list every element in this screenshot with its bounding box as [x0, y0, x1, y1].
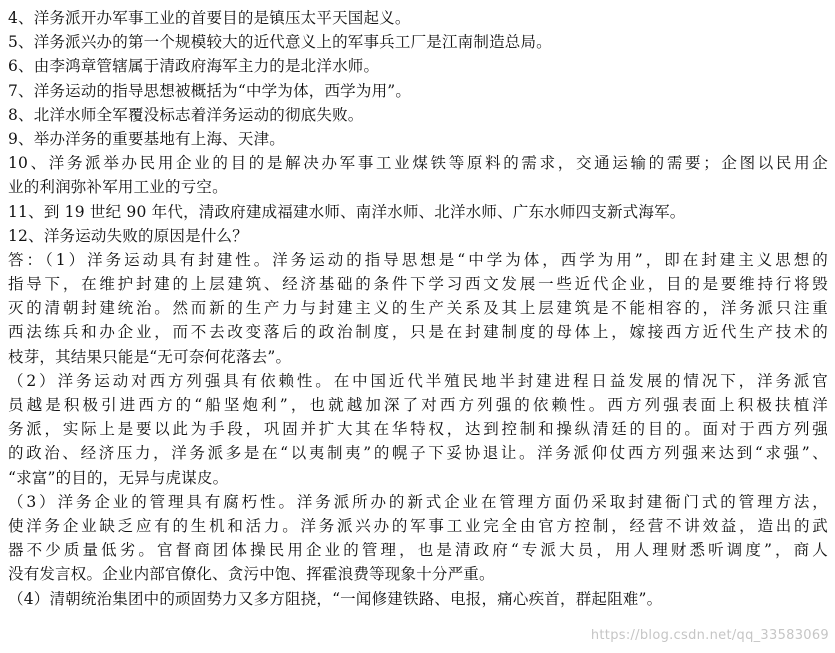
document-body	[8, 6, 828, 611]
text-line: 5、洋务派兴办的第一个规模较大的近代意义上的军事兵工厂是江南制造总局。	[8, 33, 552, 52]
text-line: 7、洋务运动的指导思想被概括为“中学为体，西学为用”。	[8, 81, 412, 100]
text-line: 4、洋务派开办军事工业的首要目的是镇压太平天国起义。	[8, 9, 411, 27]
text-line: 指导下，在维护封建的上层建筑、经济基础的条件下学习西文发展一些近代企业，目的是要维持行将毁	[8, 275, 828, 294]
text-line: 6、由李鸿章管辖属于清政府海军主力的是北洋水师。	[8, 57, 380, 76]
text-line: 西法练兵和办企业，而不去改变落后的政治制度，只是在封建制度的母体上，嫁接西方近代生产技术的	[8, 323, 828, 342]
text-line: 使洋务企业缺乏应有的生机和活力。洋务派兴办的军事工业完全由官方控制，经营不讲效益，造出的武	[8, 516, 828, 535]
text-line: 枝芽，其结果只能是“无可奈何花落去”。	[8, 347, 292, 366]
text-line: （2）洋务运动对西方列强具有依赖性。在中国近代半殖民地半封建进程日益发展的情况下，洋务派官	[8, 371, 828, 390]
text-line: 没有发言权。企业内部官僚化、贪污中饱、挥霍浪费等现象十分严重。	[8, 565, 495, 584]
text-line: 10、洋务派举办民用企业的目的是解决办军事工业煤铁等原料的需求，交通运输的需要；企图以民用企	[8, 154, 828, 173]
text-line: “求富”的目的，无异与虎谋皮。	[8, 468, 229, 487]
text-line: 器不少质量低劣。官督商团体操民用企业的管理，也是清政府“专派大员，用人理财悉听调度”，商人	[8, 541, 828, 560]
text-line: （3）洋务企业的管理具有腐朽性。洋务派所办的新式企业在管理方面仍采取封建衙门式的管理方法，	[8, 492, 828, 511]
text-line: 务派，实际上是要以此为手段，巩固并扩大其在华特权，达到控制和操纵清廷的目的。面对于西方列强	[8, 420, 828, 439]
text-line: 12、洋务运动失败的原因是什么？	[8, 226, 248, 245]
text-line: 8、北洋水师全军覆没标志着洋务运动的彻底失败。	[8, 105, 364, 124]
text-line: 9、举办洋务的重要基地有上海、天津。	[8, 129, 285, 148]
text-line: 业的利润弥补军用工业的亏空。	[8, 178, 228, 197]
text-line: 的政治、经济压力，洋务派多是在“以夷制夷”的幌子下妥协退让。洋务派仰仗西方列强来达到“求强”、	[8, 444, 828, 463]
text-line: 员越是积极引进西方的“船坚炮利”，也就越加深了对西方列强的依赖性。西方列强表面上积极扶植洋	[8, 396, 828, 414]
text-line: 答：（1）洋务运动具有封建性。洋务运动的指导思想是“中学为体，西学为用”，即在封建主义思想的	[8, 250, 828, 269]
text-line: （4）清朝统治集团中的顽固势力又多方阻挠，“一闻修建铁路、电报，痛心疾首，群起阻难”。	[8, 589, 663, 608]
text-line: 11、到 19 世纪 90 年代，清政府建成福建水师、南洋水师、北洋水师、广东水师四支新式海军。	[8, 202, 686, 221]
watermark: https://blog.csdn.net/qq_33583069	[590, 628, 829, 643]
text-line: 灭的清朝封建统治。然而新的生产力与封建主义的生产关系及其上层建筑是不能相容的，洋务派只注重	[8, 299, 828, 318]
